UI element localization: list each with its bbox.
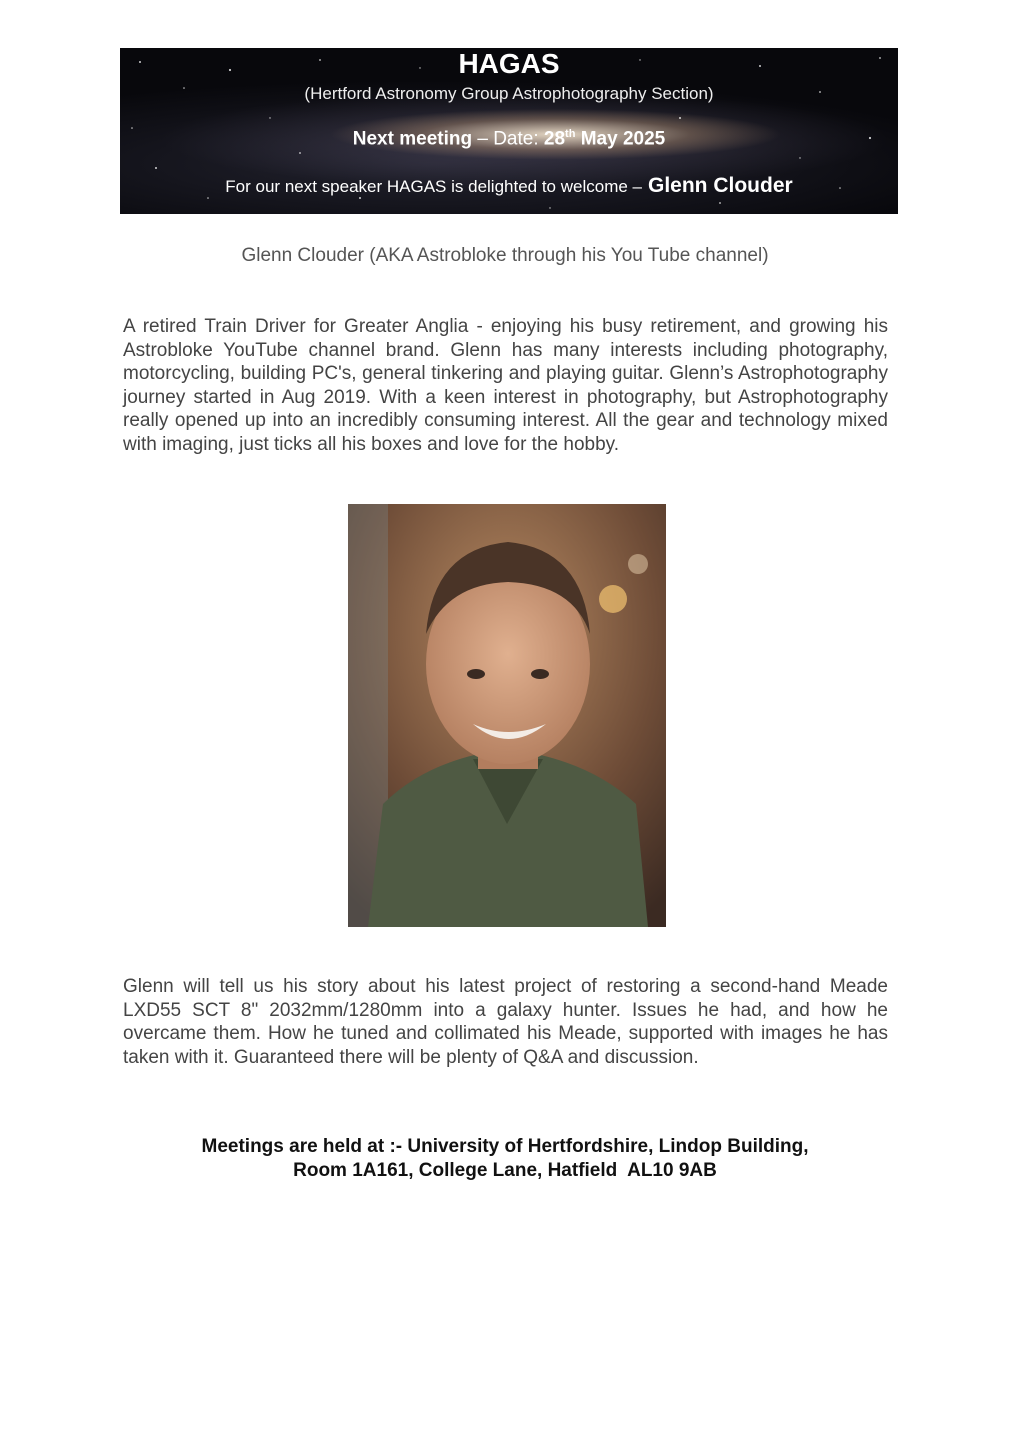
- venue-info: [120, 1135, 890, 1183]
- meeting-separator: – Date:: [472, 128, 544, 150]
- venue-line-1: Meetings are held at :- University of Hertfordshire, Lindop Building,: [201, 1136, 809, 1157]
- meeting-month-year: May 2025: [575, 128, 666, 150]
- welcome-line: [120, 174, 898, 198]
- banner-subtitle: (Hertford Astronomy Group Astrophotography Section): [304, 84, 714, 103]
- talk-description: Glenn will tell us his story about his latest project of restoring a second-hand Meade LXD55 SCT 8" 2032mm/1280mm into a galaxy hunter. Issues he had, and how he overcame them. How he tuned and collimated his Meade, supported with images he has taken with it. Guaranteed there will be plenty of Q&A and discussion.: [123, 976, 888, 1068]
- speaker-caption: Glenn Clouder (AKA Astrobloke through his You Tube channel): [241, 245, 769, 266]
- meeting-day: 28: [543, 128, 566, 150]
- speaker-name: Glenn Clouder: [648, 174, 793, 197]
- speaker-portrait: [348, 504, 666, 927]
- venue-line-2: Room 1A161, College Lane, Hatfield AL10 9AB: [293, 1160, 717, 1181]
- meeting-label: Next meeting: [352, 128, 473, 150]
- header-banner: [120, 48, 898, 214]
- welcome-text: For our next speaker HAGAS is delighted to welcome –: [225, 177, 642, 196]
- speaker-photo: [348, 504, 666, 927]
- meeting-day-suffix: th: [565, 128, 576, 140]
- banner-title: HAGAS: [458, 48, 560, 79]
- speaker-bio: A retired Train Driver for Greater Anglia - enjoying his busy retirement, and growing his Astrobloke YouTube channel brand. Glenn has many interests including photography, motorcycling, building PC's, general tinkering and playing guitar. Glenn’s Astrophotography journey started in Aug 2019. With a keen interest in photography, but Astrophotography really opened up into an incredibly consuming interest. All the gear and technology mixed with imaging, just ticks all his boxes and love for the hobby.: [123, 316, 888, 455]
- next-meeting-line: [120, 128, 898, 150]
